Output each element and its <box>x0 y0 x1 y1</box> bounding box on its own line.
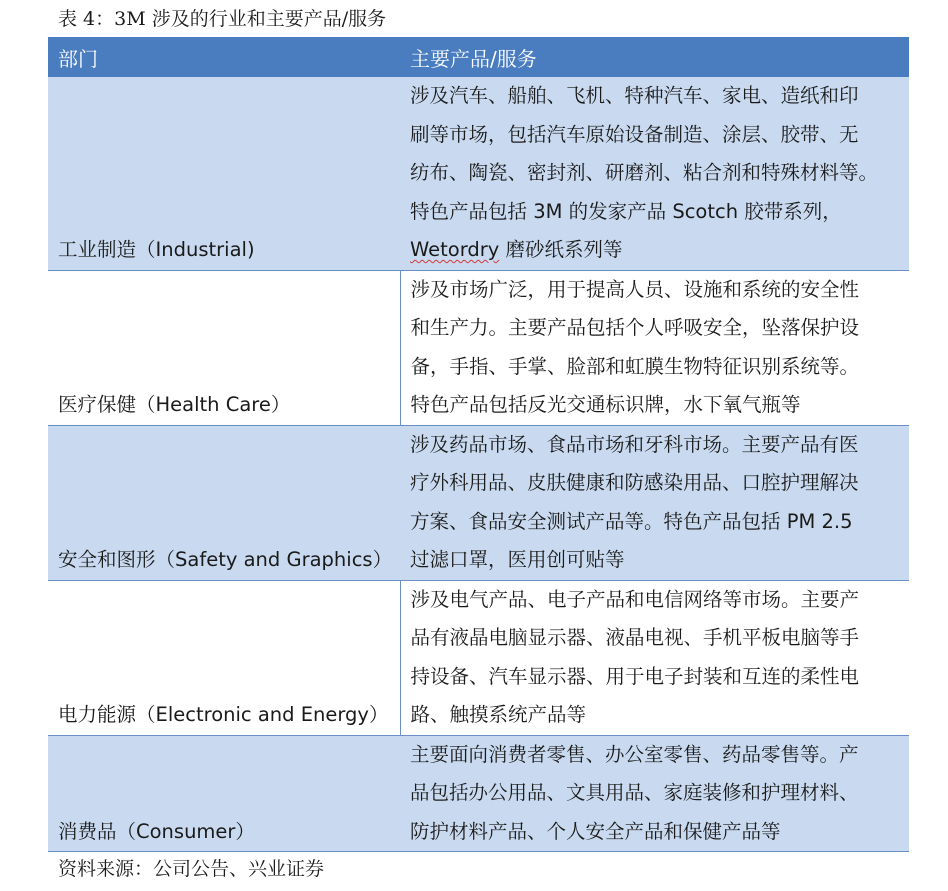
products-line: 路、触摸系统产品等 <box>410 703 587 726</box>
products-line: 防护材料产品、个人安全产品和保健产品等 <box>410 819 781 843</box>
table-row <box>48 425 909 580</box>
products-line: 刷等市场，包括汽车原始设备制造、涂层、胶带、无 <box>410 122 859 146</box>
sector-cell: 安全和图形（Safety and Graphics） <box>48 425 400 580</box>
header-products: 主要产品/服务 <box>400 37 909 77</box>
table-caption: 表 4：3M 涉及的行业和主要产品/服务 <box>58 8 387 30</box>
industry-products-table <box>48 37 909 852</box>
products-line: 品有液晶电脑显示器、液晶电视、手机平板电脑等手 <box>410 626 860 649</box>
products-line: 纺布、陶瓷、密封剂、研磨剂、粘合剂和特殊材料等。 <box>410 161 879 184</box>
products-line: 特色产品包括 3M 的发家产品 Scotch 胶带系列， <box>410 199 842 223</box>
products-line: 持设备、汽车显示器、用于电子封装和互连的柔性电 <box>410 664 860 688</box>
products-cell <box>400 735 909 852</box>
source-note: 资料来源：公司公告、兴业证券 <box>58 858 325 880</box>
products-line: 备，手指、手掌、脸部和虹膜生物特征识别系统等。 <box>410 354 860 378</box>
products-cell <box>400 77 909 270</box>
products-line: 品包括办公用品、文具用品、家庭装修和护理材料、 <box>410 781 859 804</box>
products-line: 特色产品包括反光交通标识牌，水下氧气瓶等 <box>410 393 801 416</box>
products-line: 和生产力。主要产品包括个人呼吸安全，坠落保护设 <box>410 316 860 339</box>
products-line: 过滤口罩，医用创可贴等 <box>410 548 625 571</box>
header-sector: 部门 <box>48 37 400 77</box>
table-row <box>48 735 909 852</box>
products-line: 涉及市场广泛，用于提高人员、设施和系统的安全性 <box>410 277 860 301</box>
products-line: 疗外科用品、皮肤健康和防感染用品、口腔护理解决 <box>410 471 859 494</box>
products-line: 涉及汽车、船舶、飞机、特种汽车、家电、造纸和印 <box>410 84 859 107</box>
products-line: 方案、食品安全测试产品等。特色产品包括 PM 2.5 <box>410 509 853 533</box>
products-cell <box>400 580 909 735</box>
spellcheck-word: Wetordry <box>410 238 500 261</box>
table-row <box>48 580 909 735</box>
table-row <box>48 77 909 270</box>
sector-cell: 消费品（Consumer） <box>48 735 400 852</box>
products-line: 涉及电气产品、电子产品和电信网络等市场。主要产 <box>410 587 860 611</box>
products-line-rest: 磨砂纸系列等 <box>499 238 623 261</box>
products-cell <box>400 270 909 425</box>
products-line <box>410 231 903 270</box>
table-row <box>48 270 909 425</box>
products-line: 主要面向消费者零售、办公室零售、药品零售等。产 <box>410 742 859 766</box>
sector-cell: 医疗保健（Health Care） <box>48 270 400 425</box>
table-header-row <box>48 37 909 77</box>
sector-cell: 电力能源（Electronic and Energy） <box>48 580 400 735</box>
products-line: 涉及药品市场、食品市场和牙科市场。主要产品有医 <box>410 432 859 456</box>
sector-cell: 工业制造（Industrial) <box>48 77 400 270</box>
products-cell <box>400 425 909 580</box>
